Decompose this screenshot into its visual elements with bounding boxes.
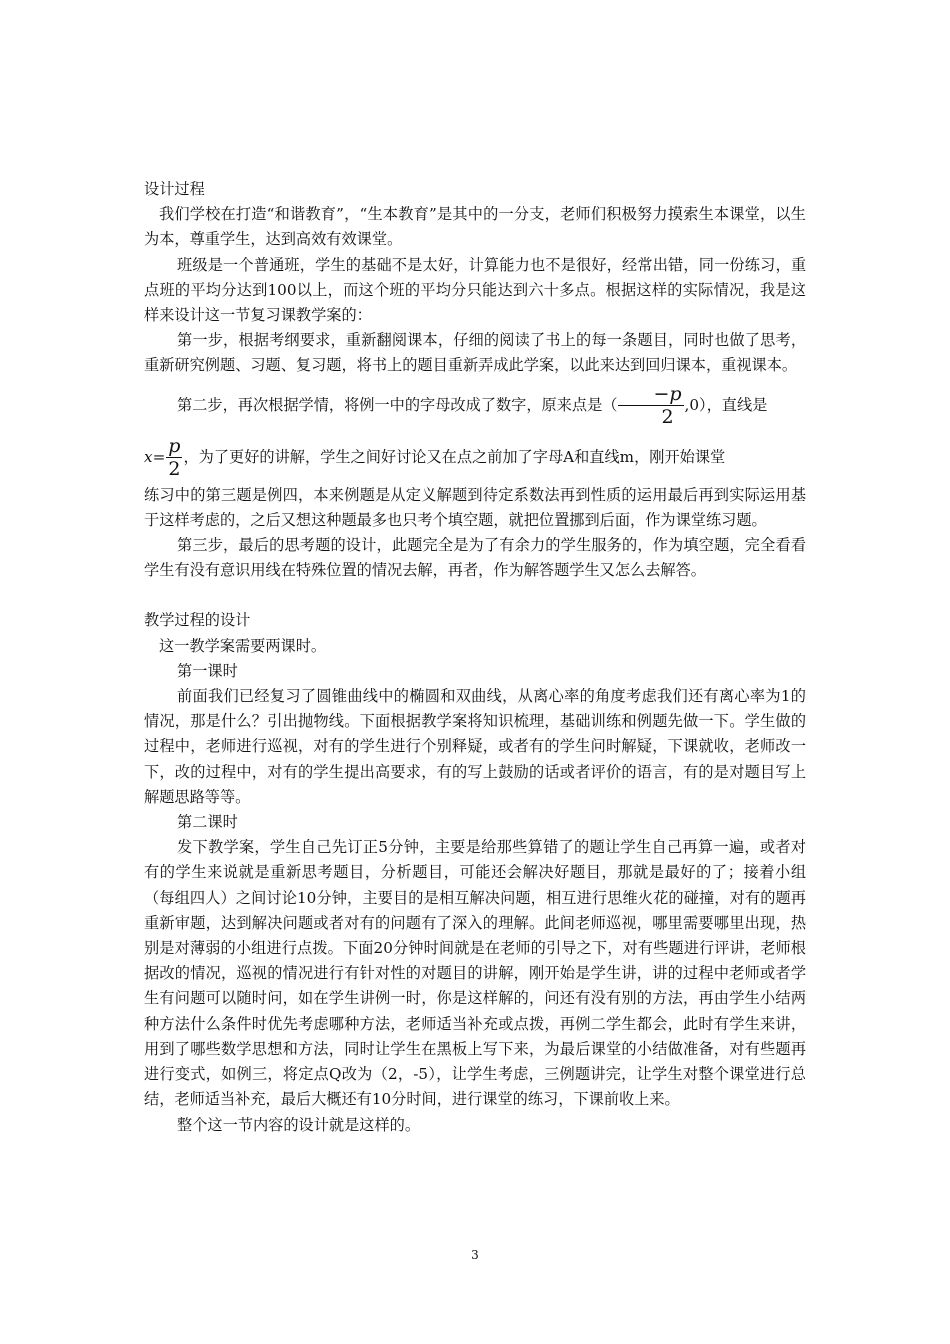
page-number: 3	[471, 1248, 479, 1262]
paragraph: 班级是一个普通班，学生的基础不是太好，计算能力也不是很好，经常出错，同一份练习，重点班的平均分达到100以上，而这个班的平均分只能达到六十多点。根据这样的实际情况，我是这样来设计这一节复习课教学案的：	[144, 255, 806, 325]
fraction-numerator: p	[168, 435, 181, 458]
math-x-equals: x=	[144, 447, 166, 466]
paragraph: 第一步，根据考纲要求，重新翻阅课本，仔细的阅读了书上的每一条题目，同时也做了思考，重新研究例题、习题、复习题，将书上的题目重新弄成此学案，以此来达到回归课本，重视课本。	[144, 331, 806, 375]
subheading-lesson1: 第一课时	[177, 661, 238, 680]
paragraph: 整个这一节内容的设计就是这样的。	[177, 1115, 420, 1134]
section-heading-process: 教学过程的设计	[144, 611, 251, 630]
text-run: 第二步，再次根据学情，将例一中的字母改成了数字，原来点是（	[177, 395, 618, 414]
subheading-lesson2: 第二课时	[177, 813, 238, 832]
text-run: ，为了更好的讲解，学生之间好讨论又在点之前加了字母A和直线m，刚开始课堂	[183, 447, 726, 466]
blank-line	[144, 583, 806, 608]
fraction-denominator: 2	[661, 406, 674, 429]
paragraph: 这一教学案需要两课时。	[159, 636, 327, 655]
paragraph: 发下教学案，学生自己先订正5分钟，主要是给那些算错了的题让学生自己再算一遍，或者对有的学生来说就是重新思考题目，分析题目，可能还会解决好题目，那就是最好的了；接着小组（每组四人）之间讨论10分钟，主要目的是相互解决问题，相互进行思维火花的碰撞，对有的题再重新审题，达到解决问题或者对有的问题有了深入的理解。此间老师巡视，哪里需要哪里出现，热别是对薄弱的小组进行点拨。下面20分钟时间就是在老师的引导之下，对有些题进行评讲，老师根据改的情况，巡视的情况进行有针对性的对题目的讲解，刚开始是学生讲，讲的过程中老师或者学生有问题可以随时问，如在学生讲例一时，你是这样解的，问还有没有别的方法，再由学生小结两种方法什么条件时优先考虑哪种方法，老师适当补充或点拨，再例二学生都会，此时有学生来讲，用到了哪些数学思想和方法，同时让学生在黑板上写下来，为最后课堂的小结做准备，对有些题再进行变式，如例三，将定点Q改为（2，-5），让学生考虑，三例题讲完，让学生对整个课堂进行总结，老师适当补充，最后大概还有10分时间，进行课堂的练习，下课前收上来。	[144, 838, 806, 1109]
paragraph: 第三步，最后的思考题的设计，此题完全是为了有余力的学生服务的，作为填空题，完全看看学生有没有意识用线在特殊位置的情况去解，再者，作为解答题学生又怎么去解答。	[144, 536, 806, 580]
paragraph-step2-line1	[144, 379, 806, 431]
fraction-denominator: 2	[168, 458, 181, 481]
fraction-numerator: −p	[618, 383, 683, 406]
paragraph: 我们学校在打造“和谐教育”，“生本教育”是其中的一分支，老师们积极努力摸索生本课堂，以生为本，尊重学生，达到高效有效课堂。	[144, 205, 806, 249]
paragraph-step2-line2	[144, 431, 806, 483]
text-run: ,0），直线是	[684, 395, 768, 414]
paragraph: 练习中的第三题是例四，本来例题是从定义解题到待定系数法再到性质的运用最后再到实际运用基于这样考虑的，之后又想这种题最多也只考个填空题，就把位置挪到后面，作为课堂练习题。	[144, 485, 806, 529]
document-body	[144, 177, 806, 1138]
fraction-neg-p-over-2	[618, 383, 683, 428]
fraction-p-over-2	[166, 435, 182, 480]
section-heading-design: 设计过程	[144, 180, 205, 198]
paragraph: 前面我们已经复习了圆锥曲线中的椭圆和双曲线，从离心率的角度考虑我们还有离心率为1的情况，那是什么？引出抛物线。下面根据教学案将知识梳理，基础训练和例题先做一下。学生做的过程中，老师进行巡视，对有的学生进行个别释疑，或者有的学生问时解疑，下课就收，老师改一下，改的过程中，对有的学生提出高要求，有的写上鼓励的话或者评价的语言，有的是对题目写上解题思路等等。	[144, 687, 806, 806]
